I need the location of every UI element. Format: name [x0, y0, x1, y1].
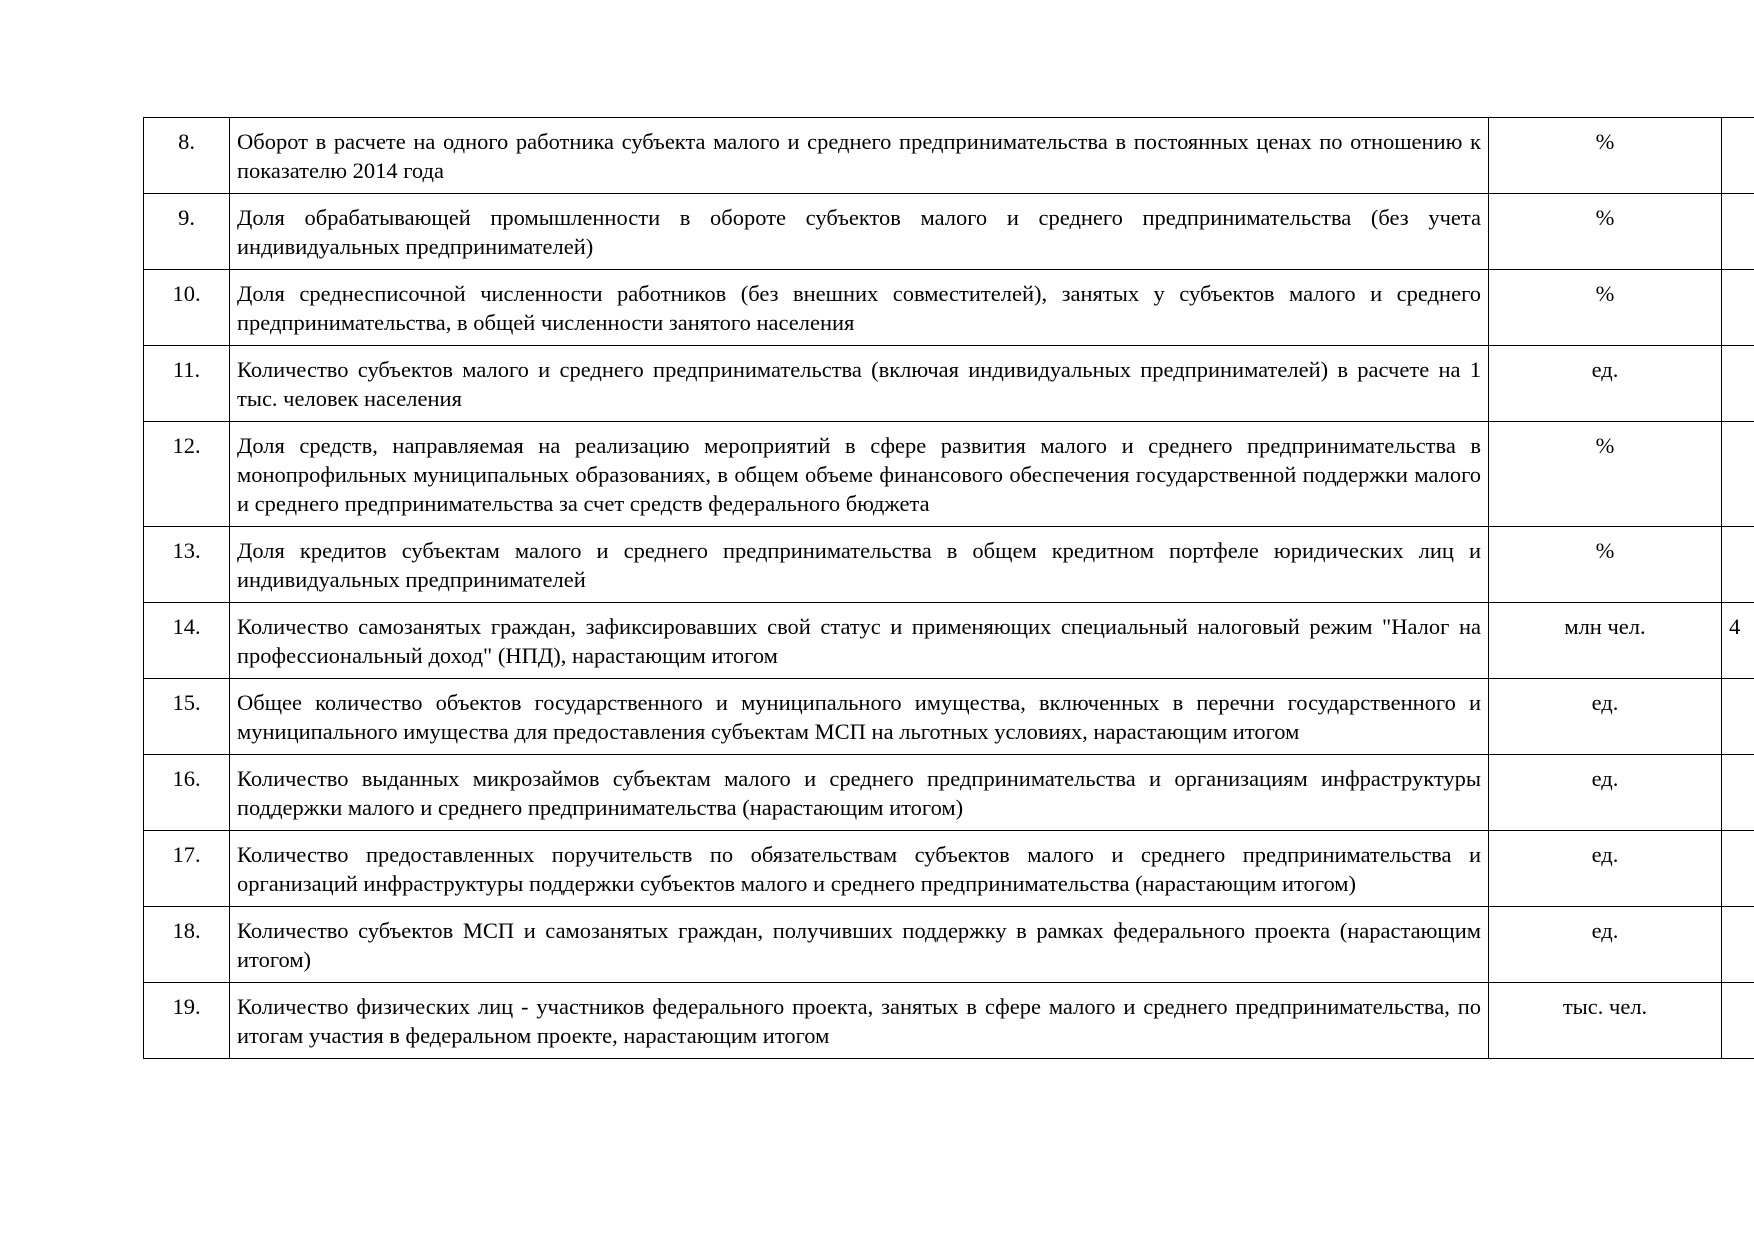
indicator-name: Доля среднесписочной численности работников (без внешних совместителей), занятых у субъектов малого и среднего предпринимательства, в общей численности занятого населения — [230, 270, 1489, 346]
table-row — [144, 603, 1754, 679]
indicator-name: Доля обрабатывающей промышленности в обороте субъектов малого и среднего предпринимательства (без учета индивидуальных предпринимателей) — [230, 194, 1489, 270]
row-number: 9. — [144, 194, 230, 270]
table-row — [144, 983, 1754, 1059]
table-row — [144, 422, 1754, 527]
unit-of-measure: % — [1489, 422, 1722, 527]
table-row — [144, 346, 1754, 422]
row-number: 16. — [144, 755, 230, 831]
table-row — [144, 270, 1754, 346]
indicator-value — [1722, 755, 1754, 831]
indicator-name: Количество субъектов МСП и самозанятых граждан, получивших поддержку в рамках федерального проекта (нарастающим итогом) — [230, 907, 1489, 983]
unit-of-measure: ед. — [1489, 679, 1722, 755]
indicator-value — [1722, 527, 1754, 603]
table-row — [144, 679, 1754, 755]
row-number: 10. — [144, 270, 230, 346]
table-row — [144, 831, 1754, 907]
table-row — [144, 118, 1754, 194]
row-number: 18. — [144, 907, 230, 983]
row-number: 8. — [144, 118, 230, 194]
indicator-name: Доля кредитов субъектам малого и среднего предпринимательства в общем кредитном портфеле юридических лиц и индивидуальных предпринимателей — [230, 527, 1489, 603]
row-number: 11. — [144, 346, 230, 422]
table-row — [144, 907, 1754, 983]
indicator-value — [1722, 346, 1754, 422]
row-number: 17. — [144, 831, 230, 907]
unit-of-measure: % — [1489, 194, 1722, 270]
unit-of-measure: % — [1489, 527, 1722, 603]
indicator-value — [1722, 907, 1754, 983]
row-number: 12. — [144, 422, 230, 527]
unit-of-measure: % — [1489, 270, 1722, 346]
row-number: 14. — [144, 603, 230, 679]
indicator-name: Количество выданных микрозаймов субъектам малого и среднего предпринимательства и организациям инфраструктуры поддержки малого и среднего предпринимательства (нарастающим итогом) — [230, 755, 1489, 831]
indicator-value — [1722, 118, 1754, 194]
indicator-name: Количество самозанятых граждан, зафиксировавших свой статус и применяющих специальный налоговый режим "Налог на профессиональный доход" (НПД), нарастающим итогом — [230, 603, 1489, 679]
unit-of-measure: ед. — [1489, 907, 1722, 983]
indicator-name: Оборот в расчете на одного работника субъекта малого и среднего предпринимательства в постоянных ценах по отношению к показателю 2014 года — [230, 118, 1489, 194]
indicator-value — [1722, 422, 1754, 527]
unit-of-measure: млн чел. — [1489, 603, 1722, 679]
indicator-value — [1722, 194, 1754, 270]
table-row — [144, 527, 1754, 603]
row-number: 19. — [144, 983, 230, 1059]
indicator-value — [1722, 270, 1754, 346]
unit-of-measure: ед. — [1489, 755, 1722, 831]
indicator-value: 4 — [1722, 603, 1754, 679]
indicators-table — [143, 117, 1754, 1059]
indicator-value — [1722, 983, 1754, 1059]
table-row — [144, 194, 1754, 270]
row-number: 13. — [144, 527, 230, 603]
indicator-name: Количество физических лиц - участников федерального проекта, занятых в сфере малого и среднего предпринимательства, по итогам участия в федеральном проекте, нарастающим итогом — [230, 983, 1489, 1059]
unit-of-measure: тыс. чел. — [1489, 983, 1722, 1059]
unit-of-measure: ед. — [1489, 831, 1722, 907]
row-number: 15. — [144, 679, 230, 755]
table-row — [144, 755, 1754, 831]
indicator-value — [1722, 679, 1754, 755]
unit-of-measure: ед. — [1489, 346, 1722, 422]
indicator-value — [1722, 831, 1754, 907]
indicator-name: Количество субъектов малого и среднего предпринимательства (включая индивидуальных предпринимателей) в расчете на 1 тыс. человек населения — [230, 346, 1489, 422]
indicator-name: Доля средств, направляемая на реализацию мероприятий в сфере развития малого и среднего предпринимательства в монопрофильных муниципальных образованиях, в общем объеме финансового обеспечения государственной поддержки малого и среднего предпринимательства за счет средств федерального бюджета — [230, 422, 1489, 527]
indicator-name: Общее количество объектов государственного и муниципального имущества, включенных в перечни государственного и муниципального имущества для предоставления субъектам МСП на льготных условиях, нарастающим итогом — [230, 679, 1489, 755]
unit-of-measure: % — [1489, 118, 1722, 194]
indicator-name: Количество предоставленных поручительств по обязательствам субъектов малого и среднего предпринимательства и организаций инфраструктуры поддержки субъектов малого и среднего предпринимательства (нарастающим итогом) — [230, 831, 1489, 907]
